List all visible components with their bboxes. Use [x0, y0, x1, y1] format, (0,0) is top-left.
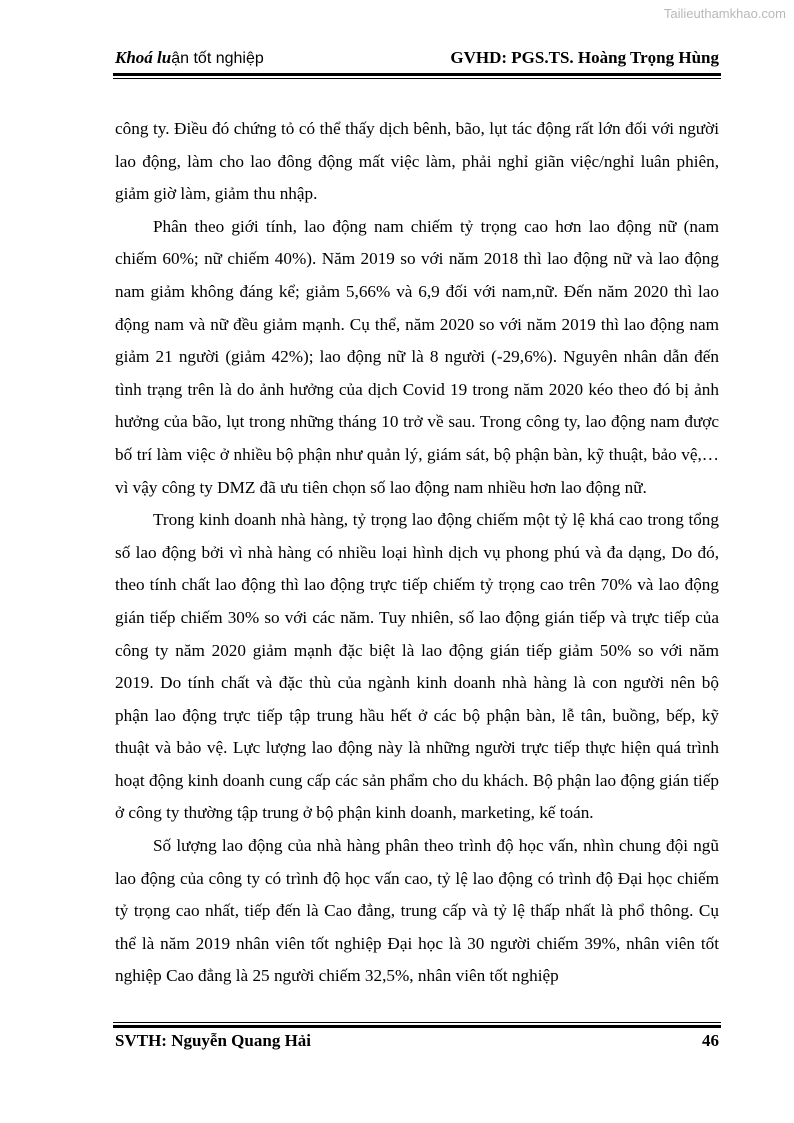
- header-title-italic: Khoá lu: [115, 48, 172, 67]
- header-title-plain: ận tốt nghiệp: [171, 50, 264, 67]
- paragraph-gender: Phân theo giới tính, lao động nam chiếm tỷ trọng cao hơn lao động nữ (nam chiếm 60%; nữ chiếm 40%). Năm 2019 so với năm 2018 thì lao động nữ và lao động nam giảm không đáng kể; giảm 5,66% và 6,9 đối với nam,nữ. Đến năm 2020 thì lao động nam và nữ đều giảm mạnh. Cụ thể, năm 2020 so với năm 2019 thì lao động nam giảm 21 người (giảm 42%); lao động nữ là 8 người (-29,6%). Nguyên nhân dẫn đến tình trạng trên là do ảnh hưởng của dịch Covid 19 trong năm 2020 kéo theo đó bị ảnh hưởng của bão, lụt trong những tháng 10 trở về sau. Trong công ty, lao động nam được bố trí làm việc ở nhiều bộ phận như quản lý, giám sát, bộ phận bàn, kỹ thuật, bảo vệ,… vì vậy công ty DMZ đã ưu tiên chọn số lao động nam nhiều hơn lao động nữ.: [115, 216, 719, 497]
- paragraph-labor-type: Trong kinh doanh nhà hàng, tỷ trọng lao động chiếm một tỷ lệ khá cao trong tổng số lao động bởi vì nhà hàng có nhiều loại hình dịch vụ phong phú và đa dạng, Do đó, theo tính chất lao động thì lao động trực tiếp chiếm tỷ trọng cao trên 70% và lao động gián tiếp chiếm 30% so với các năm. Tuy nhiên, số lao động gián tiếp và trực tiếp của công ty năm 2020 giảm mạnh đặc biệt là lao động gián tiếp giảm 50% so với năm 2019. Do tính chất và đặc thù của ngành kinh doanh nhà hàng là con người nên bộ phận lao động trực tiếp tập trung hầu hết ở các bộ phận bàn, lễ tân, buồng, bếp, kỹ thuật và bảo vệ. Lực lượng lao động này là những người trực tiếp thực hiện quá trình hoạt động kinh doanh cung cấp các sản phẩm cho du khách. Bộ phận lao động gián tiếp ở công ty thường tập trung ở bộ phận kinh doanh, marketing, kế toán.: [115, 510, 719, 823]
- page-footer: [115, 1031, 719, 1051]
- header-rule-thin: [113, 78, 721, 79]
- header-rule-thick: [113, 73, 721, 76]
- page-number: 46: [702, 1031, 719, 1050]
- watermark: Tailieuthamkhao.com: [663, 6, 786, 21]
- header-thesis-title: [115, 48, 264, 68]
- paragraph-education: Số lượng lao động của nhà hàng phân theo trình độ học vấn, nhìn chung đội ngũ lao động của công ty có trình độ học vấn cao, tỷ lệ lao động có trình độ Đại học chiếm tỷ trọng cao nhất, tiếp đến là Cao đẳng, trung cấp và tỷ lệ thấp nhất là phổ thông. Cụ thể là năm 2019 nhân viên tốt nghiệp Đại học là 30 người chiếm 39%, nhân viên tốt nghiệp Cao đẳng là 25 người chiếm 32,5%, nhân viên tốt nghiệp: [115, 836, 719, 986]
- body-text: [115, 113, 719, 993]
- footer-rule-thick: [113, 1025, 721, 1028]
- footer-author: SVTH: Nguyễn Quang Hải: [115, 1031, 312, 1050]
- paragraph-continuation: công ty. Điều đó chứng tỏ có thể thấy dịch bênh, bão, lụt tác động rất lớn đối với người lao động, làm cho lao đông động mất việc làm, phải nghỉ giãn việc/nghỉ luân phiên, giảm giờ làm, giảm thu nhập.: [115, 119, 719, 204]
- header-supervisor: GVHD: PGS.TS. Hoàng Trọng Hùng: [450, 48, 719, 67]
- page-header: [115, 48, 719, 68]
- footer-rule-thin: [113, 1022, 721, 1023]
